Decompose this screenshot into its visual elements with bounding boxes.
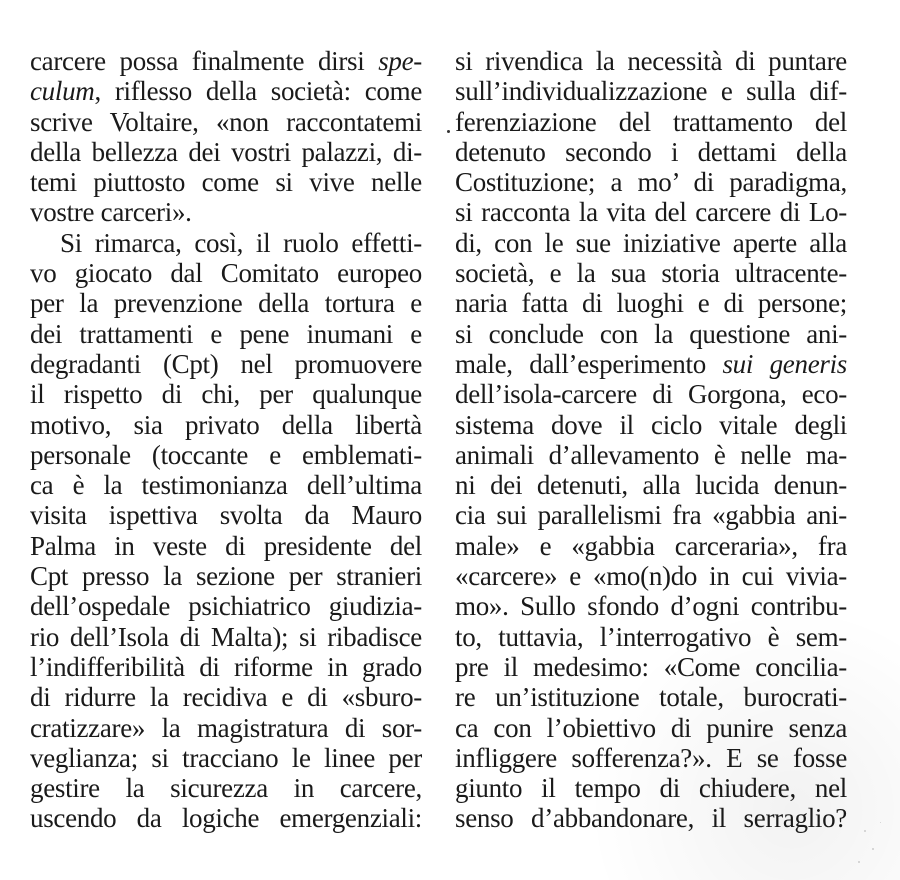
text-line: to, tuttavia, l’interrogativo è sem- [455,621,847,652]
text-line: rio dell’Isola di Malta); si ribadisce [30,621,422,652]
text-line: senso d’abbandonare, il serraglio? [455,803,847,834]
text-line: mo». Sullo sfondo d’ogni contribu- [455,591,847,622]
text-line-italic: culum [30,76,95,107]
text-line: detenuto secondo i dettami della [455,136,847,167]
text-line: personale (toccante e emblemati- [30,439,422,470]
text-line: Costituzione; a mo’ di paradigma, [455,167,847,198]
text-line: della bellezza dei vostri palazzi, di- [30,136,422,167]
text-line: ca è la testimonianza dell’ultima [30,470,422,501]
text-line: dei trattamenti e pene inumani e [30,318,422,349]
text-line: male» e «gabbia carceraria», fra [455,530,847,561]
text-line: ca con l’obiettivo di punire senza [455,712,847,743]
text-line: ni dei detenuti, alla lucida denun- [455,470,847,501]
text-line: dell’isola-carcere di Gorgona, eco- [455,379,847,410]
text-line: di ridurre la recidiva e di «sburo- [30,682,422,713]
text-line: motivo, sia privato della libertà [30,409,422,440]
text-line: re un’istituzione totale, burocrati- [455,682,847,713]
text-line: sull’individualizzazione e sulla dif- [455,76,847,107]
text-line: per la prevenzione della tortura e [30,288,422,319]
print-speck [447,130,450,133]
text-line-plain: , riflesso della società: come [94,76,422,107]
text-line: Palma in veste di presidente del [30,530,422,561]
text-line: Cpt presso la sezione per stranieri [30,561,422,592]
text-line: si conclude con la questione ani- [455,318,847,349]
text-line-italic: sui generis [722,348,847,379]
text-line: l’indifferibilità di riforme in grado [30,651,422,682]
text-line-plain: carcere possa finalmente dirsi [30,46,379,76]
text-line: pre il medesimo: «Come concilia- [455,651,847,682]
text-line: società, e la sua storia ultracente- [455,258,847,289]
text-line: dell’ospedale psichiatrico giudizia- [30,591,422,622]
text-column-right [455,46,847,834]
text-line-plain: male, dall’esperimento [455,348,723,379]
text-line: vo giocato dal Comitato europeo [30,258,422,289]
text-line [455,349,847,379]
print-speck [858,861,860,863]
text-line: il rispetto di chi, per qualunque [30,379,422,410]
text-line: di, con le sue iniziative aperte alla [455,227,847,258]
text-line: temi piuttosto come si vive nelle [30,167,422,198]
print-speck [864,830,866,832]
text-line: degradanti (Cpt) nel promuovere [30,348,422,379]
text-line: vostre carceri». [30,197,192,228]
text-line-italic: spe- [378,46,422,76]
print-speck [880,822,881,823]
text-line: si rivendica la necessità di puntare [455,46,847,76]
text-line: sistema dove il ciclo vitale degli [455,409,847,440]
text-line: animali d’allevamento è nelle ma- [455,439,847,470]
text-line: scrive Voltaire, «non raccontatemi [30,106,422,137]
text-line: cia sui parallelismi fra «gabbia ani- [455,500,847,531]
text-line [30,46,422,76]
paragraph-start-line: Si rimarca, così, il ruolo effetti- [60,227,422,258]
text-line: visita ispettiva svolta da Mauro [30,500,422,531]
text-line: cratizzare» la magistratura di sor- [30,712,422,743]
text-line: «carcere» e «mo(n)do in cui vivia- [455,561,847,592]
text-line: uscendo da logiche emergenziali: [30,803,422,834]
text-line: giunto il tempo di chiudere, nel [455,773,847,804]
text-line: infliggere sofferenza?». E se fosse [455,742,847,773]
text-line: veglianza; si tracciano le linee per [30,742,422,773]
text-line: si racconta la vita del carcere di Lo- [455,197,847,228]
text-column-left [30,46,422,834]
print-speck [872,848,874,850]
text-line: naria fatta di luoghi e di persone; [455,288,847,319]
text-line: gestire la sicurezza in carcere, [30,773,422,804]
text-line: ferenziazione del trattamento del [455,106,847,137]
text-line [30,76,422,106]
